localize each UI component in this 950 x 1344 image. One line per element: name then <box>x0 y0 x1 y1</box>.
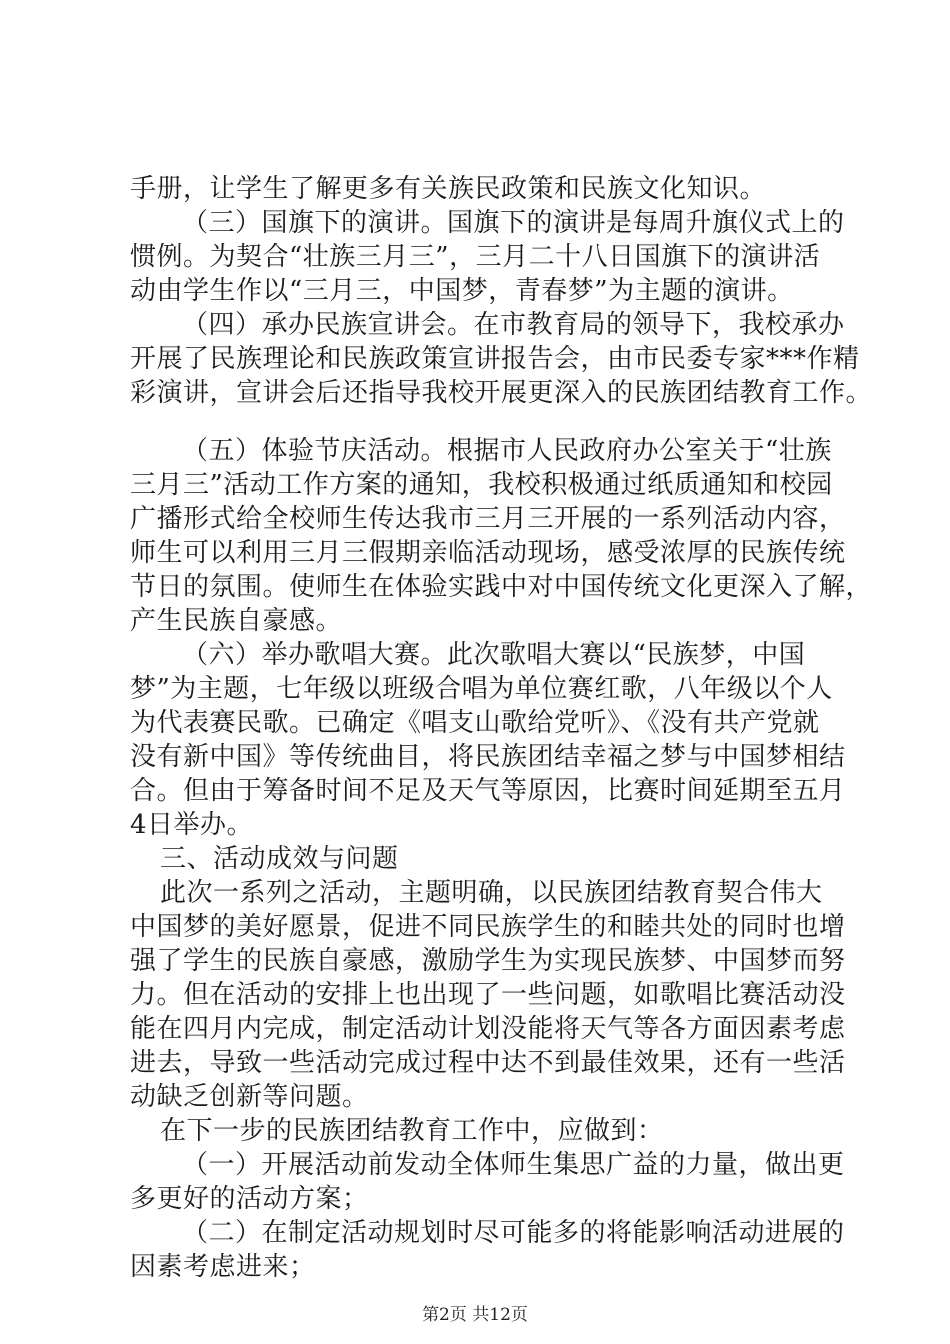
text-line: 强了学生的民族自豪感，激励学生为实现民族梦、中国梦而努 <box>130 946 846 976</box>
text-line: 产生民族自豪感。 <box>130 606 343 636</box>
text-line: 动由学生作以“三月三，中国梦，青春梦”为主题的演讲。 <box>130 276 794 306</box>
text-line: （三）国旗下的演讲。国旗下的演讲是每周升旗仪式上的 <box>182 208 845 238</box>
text-line: 师生可以利用三月三假期亲临活动现场，感受浓厚的民族传统 <box>130 538 846 568</box>
text-line: 彩演讲，宣讲会后还指导我校开展更深入的民族团结教育工作。 <box>130 378 873 408</box>
text-line: 广播形式给全校师生传达我市三月三开展的一系列活动内容， <box>130 504 846 534</box>
text-line: 合。但由于筹备时间不足及天气等原因，比赛时间延期至五月 <box>130 776 846 806</box>
text-line: 4日举办。 <box>130 810 254 840</box>
text-line: 惯例。为契合“壮族三月三”，三月二十八日国旗下的演讲活 <box>130 242 821 272</box>
text-line: 没有新中国》等传统曲目，将民族团结幸福之梦与中国梦相结 <box>130 742 846 772</box>
text-line: （六）举办歌唱大赛。此次歌唱大赛以“民族梦，中国 <box>182 640 806 670</box>
page-number: 第2页 共12页 <box>422 1305 528 1325</box>
text-line: 开展了民族理论和民族政策宣讲报告会，由市民委专家***作精 <box>130 344 860 374</box>
text-line: （一）开展活动前发动全体师生集思广益的力量，做出更 <box>182 1150 845 1180</box>
text-line: 节日的氛围。使师生在体验实践中对中国传统文化更深入了解， <box>130 572 873 602</box>
text-line: 在下一步的民族团结教育工作中，应做到： <box>160 1116 664 1146</box>
text-line: 多更好的活动方案； <box>130 1184 369 1214</box>
text-line: 为代表赛民歌。已确定《唱支山歌给党听》、《没有共产党就 <box>130 708 820 738</box>
section-heading: 三、活动成效与问题 <box>160 844 399 874</box>
text-line: （二）在制定活动规划时尽可能多的将能影响活动进展的 <box>182 1218 845 1248</box>
text-line: 进去，导致一些活动完成过程中达不到最佳效果，还有一些活 <box>130 1048 846 1078</box>
text-line: 力。但在活动的安排上也出现了一些问题，如歌唱比赛活动没 <box>130 980 846 1010</box>
text-line: 动缺乏创新等问题。 <box>130 1082 369 1112</box>
text-line: 梦”为主题，七年级以班级合唱为单位赛红歌，八年级以个人 <box>130 674 833 704</box>
text-line: （四）承办民族宣讲会。在市教育局的领导下，我校承办 <box>182 310 845 340</box>
text-line: 三月三”活动工作方案的通知，我校积极通过纸质通知和校园 <box>130 470 833 500</box>
text-line: 能在四月内完成，制定活动计划没能将天气等各方面因素考虑 <box>130 1014 846 1044</box>
text-line: 此次一系列之活动，主题明确，以民族团结教育契合伟大 <box>160 878 823 908</box>
text-line: 中国梦的美好愿景，促进不同民族学生的和睦共处的同时也增 <box>130 912 846 942</box>
text-line: （五）体验节庆活动。根据市人民政府办公室关于“壮族 <box>182 436 832 466</box>
text-line: 因素考虑进来； <box>130 1252 316 1282</box>
text-line: 手册，让学生了解更多有关族民政策和民族文化知识。 <box>130 174 767 204</box>
